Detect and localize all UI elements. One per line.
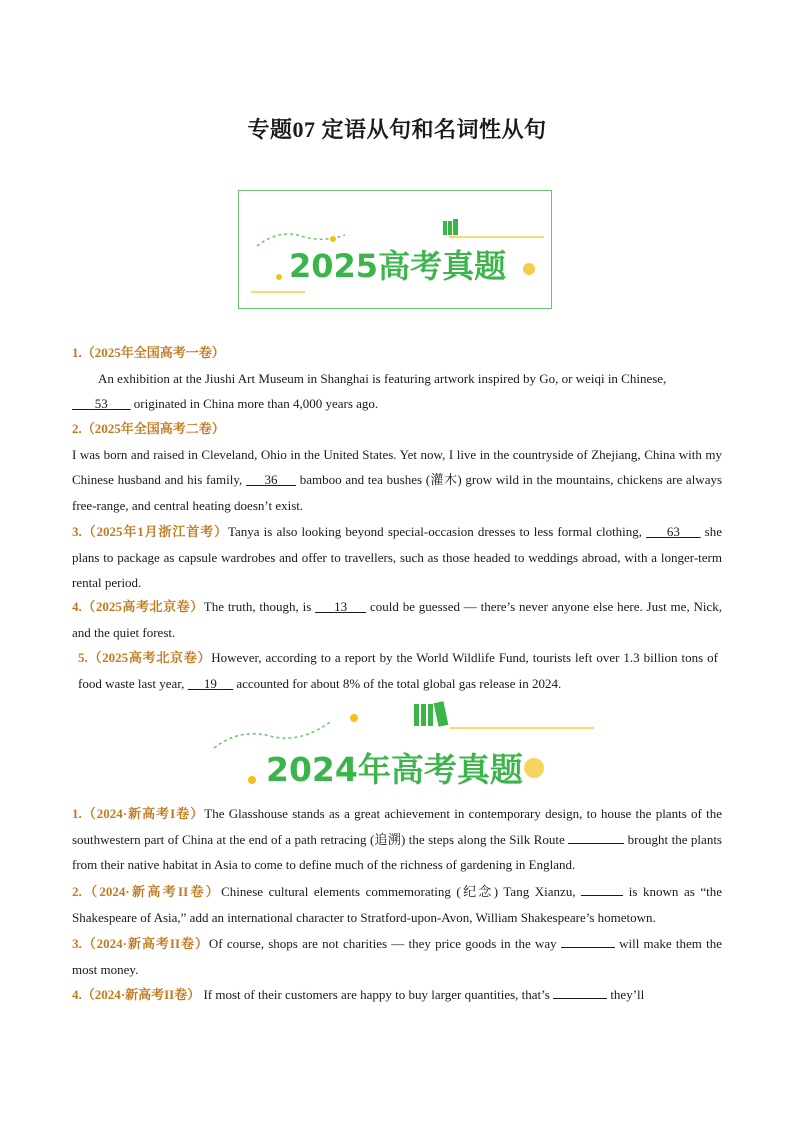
question-2025-5: 5.（2025高考北京卷）However, according to a report by the World Wildlife Fund, tourists left over 1.3 billion tons of food waste last year, 19 accounted for about 8% of the total global gas release in 2024. <box>78 650 718 691</box>
answer-blank[interactable] <box>553 986 607 999</box>
question-2025-2: 2.（2025年全国高考二卷） I was born and raised in Cleveland, Ohio in the United States. Yet now, I live in the countryside of Zhejiang, China with my Chinese husband and his family, 36 bamboo and tea bushes (灌木) grow wild in the mountains, chickens are always free-range, and central heating doesn’t exist. <box>72 421 723 513</box>
banner-2024-text: 2024年高考真题 <box>266 750 523 789</box>
banner-2025 <box>238 190 552 309</box>
question-label: 3.（2024·新高考II卷） <box>72 936 209 951</box>
banner-2025-text: 2025高考真题 <box>289 247 507 285</box>
question-2024-2: 2.（2024·新高考II卷）Chinese cultural elements commemorating (纪念) Tang Xianzu, is known as “the Shakespeare of Asia,” add an international character to Stratford-upon-Avon, William Shakespeare’s hometown. <box>72 884 722 925</box>
question-2024-3: 3.（2024·新高考II卷）Of course, shops are not charities — they price goods in the way will make them the most money. <box>72 936 722 977</box>
question-label: 4.（2024·新高考II卷） <box>72 987 201 1002</box>
question-2024-4: 4.（2024·新高考II卷） If most of their customers are happy to buy larger quantities, that’s they’ll <box>72 987 645 1002</box>
books-icon <box>443 219 458 235</box>
question-label: 2.（2025年全国高考二卷） <box>72 421 225 436</box>
answer-blank[interactable] <box>568 831 624 844</box>
question-2025-4: 4.（2025高考北京卷）The truth, though, is 13 could be guessed — there’s never anyone else here. Just me, Nick, and the quiet forest. <box>72 599 723 640</box>
answer-blank: 36 <box>264 472 278 487</box>
question-label: 1.（2025年全国高考一卷） <box>72 345 225 360</box>
answer-blank: 13 <box>334 599 348 614</box>
answer-blank: 19 <box>203 675 217 691</box>
question-2025-3: 3.（2025年1月浙江首考）Tanya is also looking beyond special-occasion dresses to less formal clothing, 63 she plans to package as capsule wardrobes and offer to travellers, such as those headed to weddings abroad, with a longer-term rental period. <box>72 524 722 590</box>
question-2024-1: 1.（2024·新高考I卷）The Glasshouse stands as a great achievement in contemporary design, to house the plants of the southwestern part of China at the end of a path retracing (追溯) the steps along the Silk Route brought the plants from their native habitat in Asia to come to define much of the richness of gardening in England. <box>72 806 722 872</box>
answer-blank[interactable] <box>561 935 615 948</box>
books-icon <box>414 701 448 727</box>
answer-blank: 63 <box>666 524 680 539</box>
answer-blank: 53 <box>94 396 108 411</box>
question-label: 4.（2025高考北京卷） <box>72 599 204 614</box>
question-label: 5.（2025高考北京卷） <box>78 650 212 665</box>
answer-blank[interactable] <box>581 883 623 896</box>
question-label: 2.（2024·新高考II卷） <box>72 884 222 899</box>
question-label: 1.（2024·新高考I卷） <box>72 806 205 821</box>
question-label: 3.（2025年1月浙江首考） <box>72 524 228 539</box>
banner-2024 <box>200 698 600 798</box>
page-title: 专题07 定语从句和名词性从句 <box>247 117 547 142</box>
question-2025-1: 1.（2025年全国高考一卷） An exhibition at the Jiushi Art Museum in Shanghai is featuring artwork inspired by Go, or weiqi in Chinese, 53 originated in China more than 4,000 years ago. <box>72 345 667 411</box>
